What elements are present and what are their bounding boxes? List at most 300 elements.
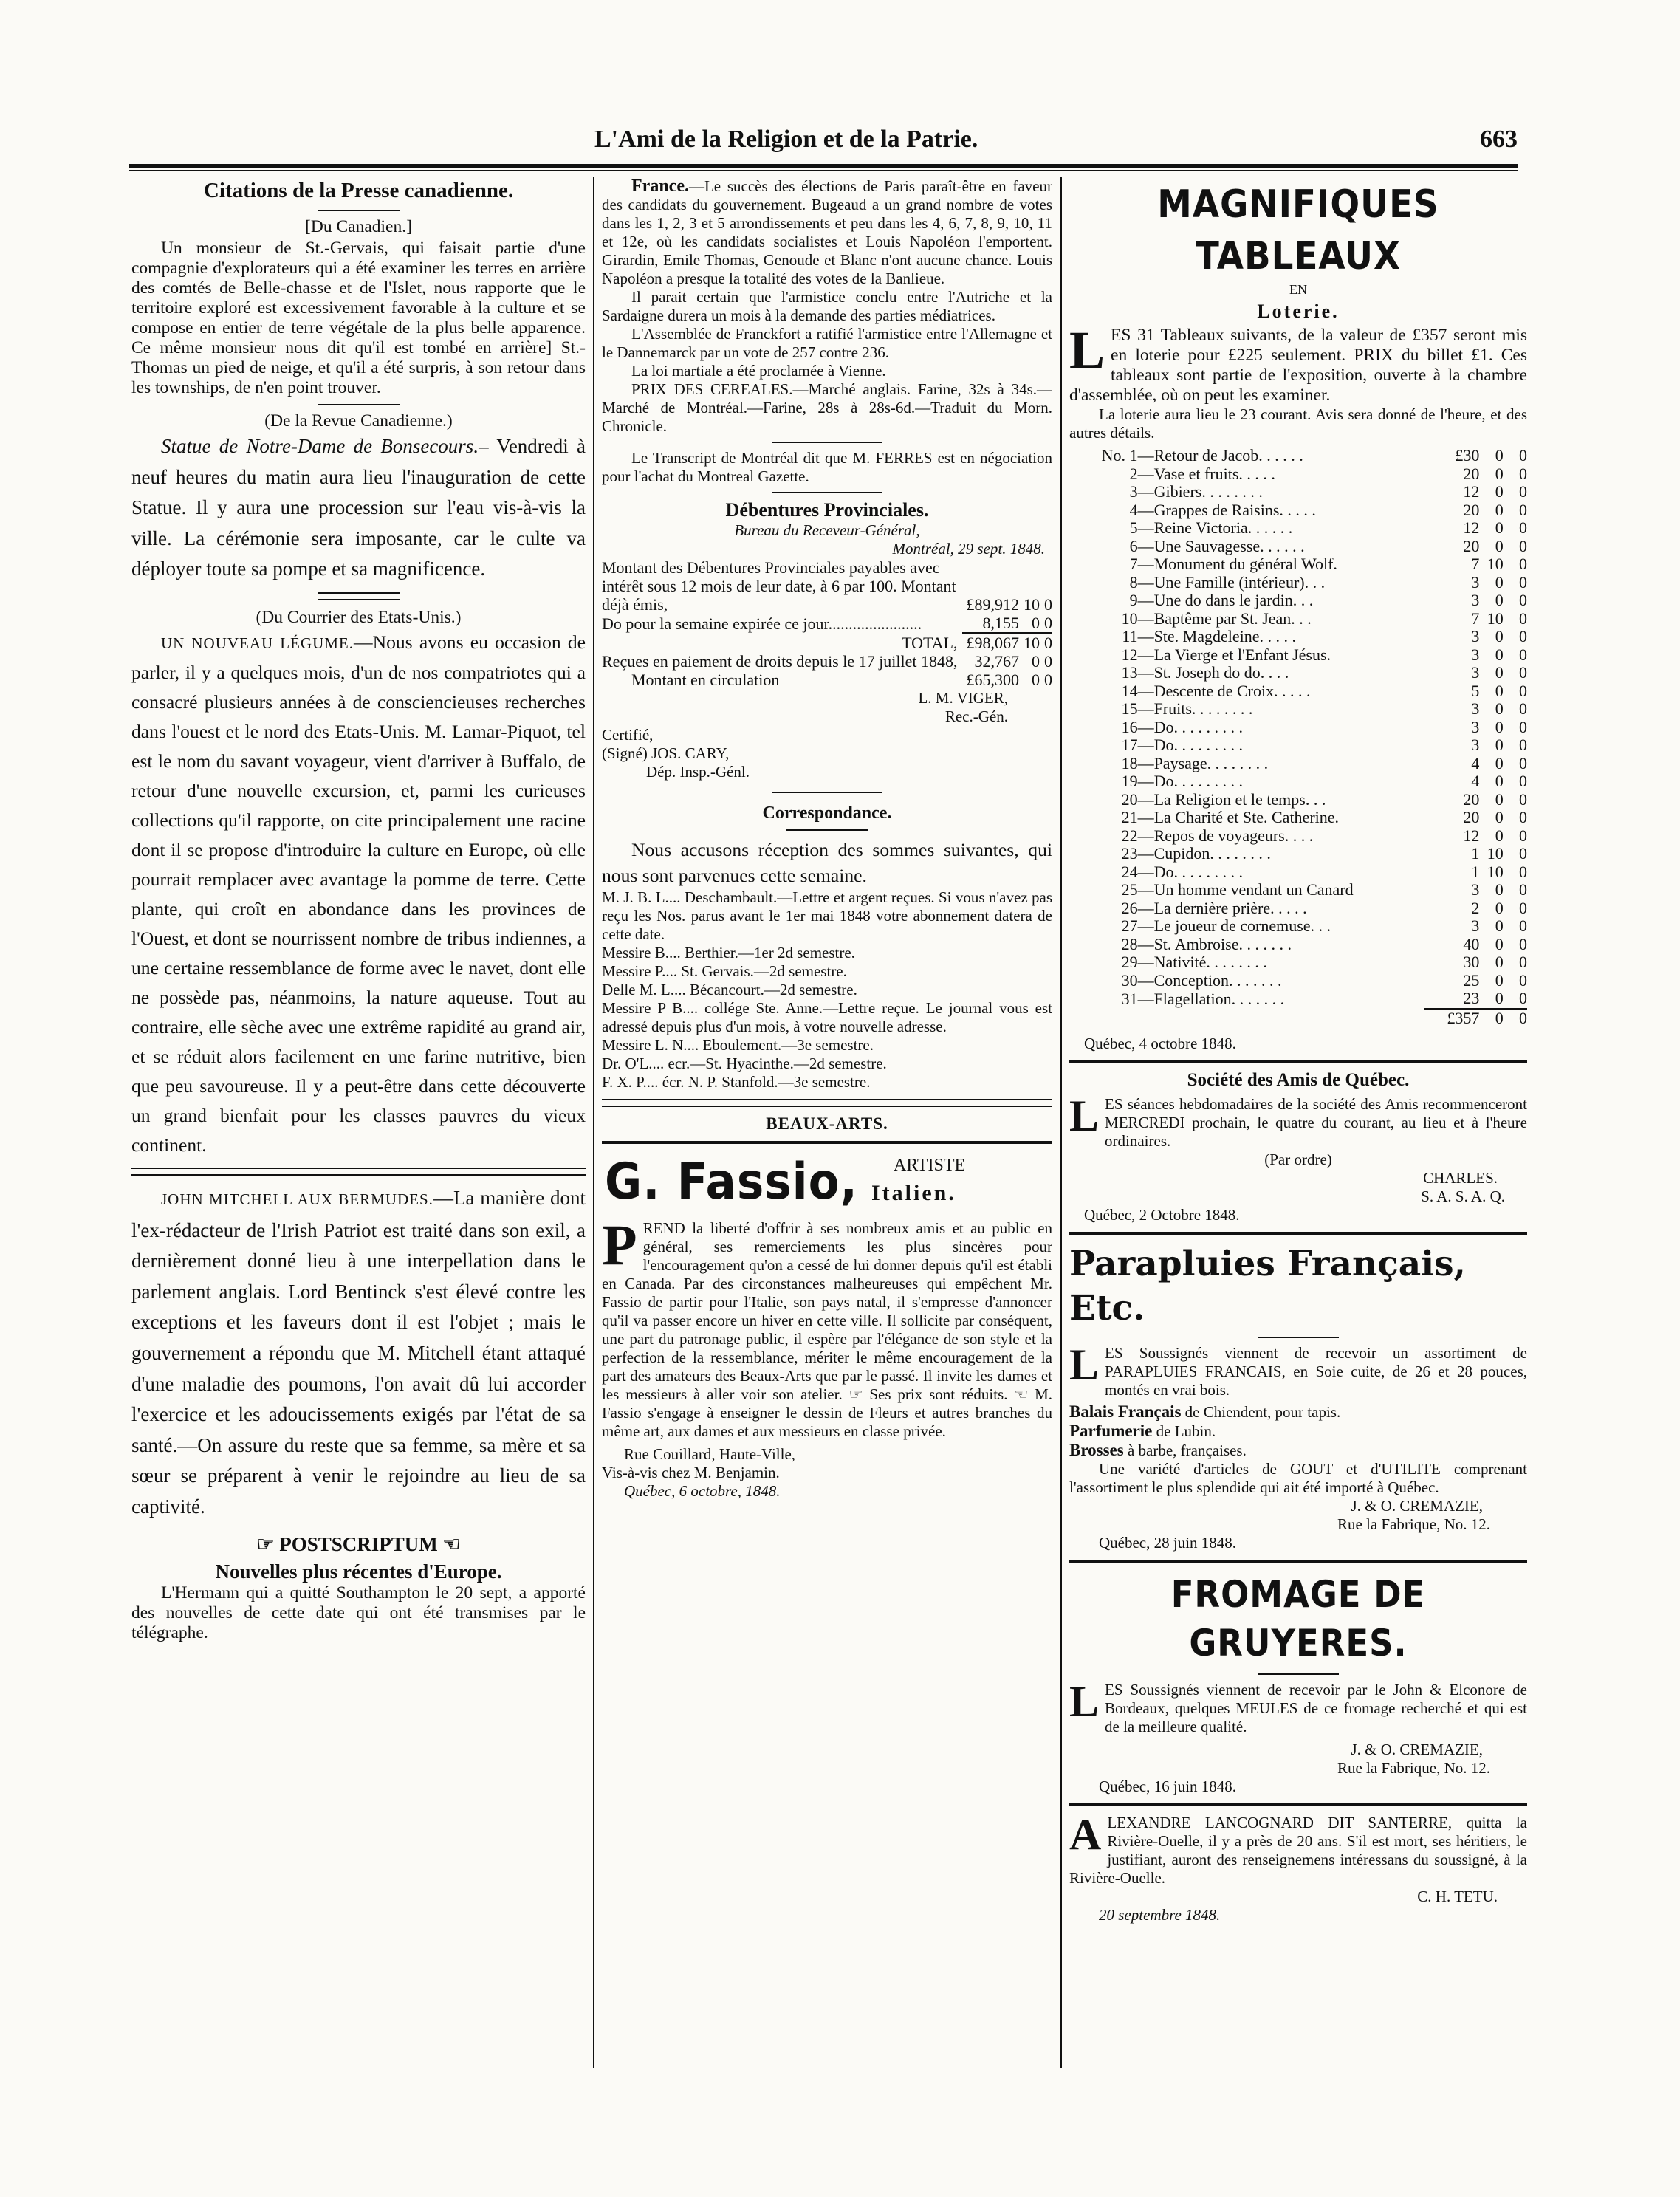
source-label: (Du Courrier des Etats-Unis.) — [256, 607, 462, 627]
lottery-row-pounds: 1 — [1471, 862, 1480, 881]
lottery-row-number: 18 — [1121, 753, 1138, 772]
debentures-row-pence: 0 — [1044, 595, 1052, 614]
lottery-row-pounds: 20 — [1463, 808, 1480, 826]
statue-title: Statue de Notre-Dame de Bonsecours. — [161, 435, 479, 457]
lottery-row-title: —Do. . . . . . . . . — [1137, 862, 1243, 881]
lottery-row-number: 29 — [1121, 953, 1138, 971]
france-paragraph — [602, 177, 1052, 288]
debentures-row-pence: 0 — [1044, 671, 1052, 689]
parapluies-address: Rue la Fabrique, No. 12. — [1337, 1515, 1490, 1533]
lottery-row-pounds: 1 — [1471, 844, 1480, 863]
lottery-row-number: 23 — [1121, 844, 1138, 863]
debentures-row-label: TOTAL, — [902, 633, 958, 652]
lottery-row-pounds: 3 — [1471, 880, 1480, 899]
lottery-row-title: —Une do dans le jardin. . . — [1137, 591, 1314, 609]
lottery-row-title: —Fruits. . . . . . . . — [1137, 699, 1253, 718]
fassio-title-block — [602, 1151, 1052, 1219]
france-lead: France. — [631, 177, 689, 196]
debentures-table — [602, 558, 1052, 689]
divider — [131, 1168, 586, 1176]
lottery-row-pence: 0 — [1519, 645, 1527, 664]
lottery-row-pence: 0 — [1519, 500, 1527, 519]
lottery-total-row — [1069, 1009, 1527, 1028]
fassio-text: REND la liberté d'offrir à ses nombreux amis et au public en général, ses remerciements les plus sincères pour l'encouragement qu'on a cessé de lui donner depuis qu'il est établi en Canada. Par des circonstances malheureuses qui empêchent Mr. Fassio de partir pour l'Italie, son pays natal, il s'empresse d'annoncer qu'il va passer encore un hiver en cette ville. Il sollicite par conséquent, une part du patronage public, il espère par l'élégance de son style et la perfection de la ressemblance, mériter le même encouragement de la part des amateurs des Beaux-Arts que par le passé. Il invite les dames et les messieurs à aller voir son atelier. ☞ Ses prix sont réduits. ☜ M. Fassio s'engage à enseigner le dessin de Fleurs et autres branches du même art, aux dames et aux messieurs en classe privée. — [602, 1219, 1052, 1440]
lottery-row-pence: 0 — [1519, 934, 1527, 953]
fassio-artiste: ARTISTE — [894, 1156, 966, 1175]
lottery-row-title: —Do. . . . . . . . . — [1137, 717, 1243, 736]
lottery-row — [1069, 772, 1527, 791]
lottery-row-shillings: 0 — [1495, 663, 1504, 682]
lottery-row-title: —Repos de voyageurs. . . . — [1137, 826, 1314, 845]
legume-lead: UN NOUVEAU LÉGUME. — [161, 634, 354, 652]
lottery-row-number: 7 — [1129, 555, 1138, 573]
correspondance-list — [602, 888, 1052, 1091]
mitchell-paragraph — [131, 1183, 586, 1523]
lottery-row-pence: 0 — [1519, 844, 1527, 863]
societe-heading: Société des Amis de Québec. — [1187, 1070, 1410, 1090]
lottery-total-shillings: 0 — [1479, 1009, 1503, 1028]
lottery-row-shillings: 0 — [1495, 518, 1504, 537]
fassio-paragraph — [602, 1213, 1052, 1441]
lottery-row-number: 15 — [1121, 699, 1138, 718]
lottery-row-pounds: 5 — [1471, 681, 1480, 700]
lottery-row-pounds: 20 — [1463, 536, 1480, 555]
parapluies-signer: J. & O. CREMAZIE, — [1351, 1497, 1483, 1515]
column-3 — [1069, 177, 1527, 2071]
debentures-row — [602, 558, 1052, 614]
lottery-row-pounds: 3 — [1471, 572, 1480, 592]
lottery-row-shillings: 0 — [1495, 699, 1504, 718]
lottery-row-title: —Do. . . . . . . . . — [1137, 736, 1243, 754]
lottery-row-pence: 0 — [1519, 663, 1527, 682]
lottery-row — [1069, 791, 1527, 809]
lottery-row — [1069, 465, 1527, 484]
lottery-row-pence: 0 — [1519, 953, 1527, 971]
divider — [1258, 1673, 1339, 1675]
societe-date: Québec, 2 Octobre 1848. — [1084, 1206, 1240, 1224]
lottery-row-shillings: 0 — [1495, 572, 1504, 592]
lottery-row-shillings: 10 — [1487, 862, 1504, 881]
lottery-row-title: —Gibiers. . . . . . . . — [1137, 482, 1263, 501]
lottery-row-shillings: 0 — [1495, 934, 1504, 953]
lottery-row-shillings: 0 — [1495, 753, 1504, 772]
debentures-certified: Certifié, — [602, 726, 654, 744]
lottery-row-number: 20 — [1121, 789, 1138, 809]
lottery-row-pence: 0 — [1519, 627, 1527, 645]
lottery-row-pence: 0 — [1519, 482, 1527, 501]
lottery-row-pence: 0 — [1519, 916, 1527, 935]
page-number: 663 — [1480, 126, 1518, 153]
lottery-row-pence: 0 — [1519, 518, 1527, 537]
lottery-row-title: —La Charité et Ste. Catherine. — [1137, 808, 1340, 826]
divider — [602, 1099, 1052, 1107]
lottery-row-shillings: 10 — [1487, 609, 1504, 628]
debentures-row-shillings: 0 — [1032, 671, 1040, 689]
debentures-row-pence: 0 — [1040, 633, 1052, 652]
tableaux-en: EN — [1289, 282, 1307, 297]
alexandre-date: 20 septembre 1848. — [1099, 1906, 1221, 1924]
lottery-row-title: —Do. . . . . . . . . — [1137, 772, 1243, 790]
parapluies-balais — [1069, 1402, 1527, 1422]
lottery-row-number: 11 — [1122, 627, 1138, 645]
divider — [772, 792, 882, 793]
debentures-row-amount: £65,300 — [966, 671, 1019, 689]
parfumerie-lead: Parfumerie — [1069, 1422, 1153, 1440]
page-header — [129, 124, 1518, 161]
lottery-row — [1069, 682, 1527, 701]
news-paragraph: L'Hermann qui a quitté Southampton le 20 sept, a apporté des nouvelles de cette date qui ont été transmises par le télégraphe. — [131, 1583, 586, 1642]
lottery-row-title: —Retour de Jacob. . . . . . — [1137, 446, 1303, 465]
lottery-row-pounds: 12 — [1463, 482, 1480, 501]
lottery-row-title: —Ste. Magdeleine. . . . . — [1137, 627, 1297, 645]
alexandre-drop-cap: A — [1069, 1810, 1102, 1859]
parapluies-text: ES Soussignés viennent de recevoir un assortiment de PARAPLUIES FRANCAIS, en Soie cuite, de 26 et 28 pouces, montés en vrai bois. — [1105, 1344, 1527, 1399]
debentures-row-label: Montant en circulation — [631, 671, 780, 689]
citations-heading: Citations de la Presse canadienne. — [203, 179, 514, 202]
lottery-row-title: —Nativité. . . . . . . . — [1137, 953, 1267, 971]
lottery-row — [1069, 827, 1527, 846]
fassio-italien: Italien. — [871, 1181, 956, 1205]
lottery-row-title: —Baptême par St. Jean. . . — [1137, 609, 1312, 628]
lottery-row-pounds: 4 — [1471, 772, 1480, 790]
lottery-row-pence: 0 — [1519, 536, 1527, 555]
lottery-row — [1069, 610, 1527, 628]
cereales-paragraph: PRIX DES CEREALES.—Marché anglais. Farine, 32s à 34s.—Marché de Montréal.—Farine, 28s à 28s-6d.—Traduit du Morn. Chronicle. — [602, 380, 1052, 435]
lottery-row-pounds: 12 — [1463, 518, 1480, 537]
lottery-row — [1069, 936, 1527, 954]
correspondance-item: Messire P B.... collége Ste. Anne.—Lettre reçue. Le journal vous est adressé depuis plus d'un mois, à votre nouvelle adresse. — [602, 999, 1052, 1035]
lottery-row-title: —La Vierge et l'Enfant Jésus. — [1137, 645, 1331, 664]
divider — [772, 442, 882, 443]
alexandre-text: LEXANDRE LANCOGNARD DIT SANTERRE, quitta la Rivière-Ouelle, il y a près de 20 ans. S'il est mort, ses héritiers, le justifiant, auront des renseignemens intéressans du soussigné, à la Rivière-Ouelle. — [1069, 1814, 1527, 1887]
societe-paragraph — [1069, 1091, 1527, 1151]
lottery-row-pence: 0 — [1519, 717, 1527, 736]
lottery-row-shillings: 0 — [1495, 627, 1504, 645]
lottery-row — [1069, 483, 1527, 501]
lottery-row-pounds: 20 — [1463, 464, 1480, 483]
parfumerie-text: de Lubin. — [1152, 1422, 1216, 1440]
news-heading: Nouvelles plus récentes d'Europe. — [215, 1560, 502, 1583]
lottery-row-pounds: 3 — [1471, 736, 1480, 754]
lottery-row-number: No. 1 — [1101, 446, 1138, 465]
lottery-row-shillings: 10 — [1487, 844, 1504, 863]
lottery-row-shillings: 0 — [1495, 446, 1504, 465]
lottery-row-number: 16 — [1121, 717, 1138, 736]
lottery-row-shillings: 0 — [1495, 970, 1504, 990]
parapluies-parfumerie — [1069, 1422, 1527, 1441]
debentures-row-pence: 0 — [1044, 652, 1052, 671]
lottery-row-pence: 0 — [1519, 772, 1527, 790]
lottery-row-shillings: 0 — [1495, 898, 1504, 917]
lottery-row-pence: 0 — [1519, 898, 1527, 917]
correspondance-item: M. J. B. L.... Deschambault.—Lettre et argent reçues. Si vous n'avez pas reçu les Nos. parus avant le 1er mai 1848 votre abonnement datera de cette date. — [602, 888, 1052, 943]
lottery-row-pence: 0 — [1519, 681, 1527, 700]
lottery-row-shillings: 0 — [1495, 989, 1504, 1007]
lottery-row-title: —St. Joseph do do. . . . — [1137, 663, 1289, 682]
lottery-row — [1069, 555, 1527, 574]
lottery-row-number: 4 — [1129, 500, 1138, 519]
divider — [318, 404, 400, 405]
lottery-row-pounds: 40 — [1463, 934, 1480, 953]
societe-text: ES séances hebdomadaires de la société des Amis recommenceront MERCREDI prochain, le quatre du courant, au lieu et à l'heure ordinaires. — [1105, 1095, 1527, 1150]
lottery-row-shillings: 0 — [1495, 536, 1504, 555]
lottery-row — [1069, 863, 1527, 882]
debentures-signer: L. M. VIGER, — [918, 689, 1008, 707]
column-divider-2 — [1060, 177, 1062, 2068]
lottery-row-number: 28 — [1121, 934, 1138, 953]
lottery-row-shillings: 0 — [1495, 736, 1504, 754]
debentures-row — [602, 614, 1052, 633]
lottery-row-pounds: 20 — [1463, 789, 1480, 809]
correspondance-item: Messire B.... Berthier.—1er 2d semestre. — [602, 944, 855, 962]
citation-paragraph: Un monsieur de St.-Gervais, qui faisait partie d'une compagnie d'explorateurs qui a été examiner les terres en arrière des comtés de Belle-chasse et de l'Islet, nous rapporte que le territoire exploré est excessivement favorable à la culture et se compose en entier de terre végétale de la plus belle apparence. Ce même monsieur nous dit qu'il est tombé en arrière] St.-Thomas un pied de neige, et qu'il a été surpris, à son retour dans les townships, de n'en point trouver. — [131, 239, 586, 397]
lottery-row-number: 24 — [1121, 862, 1138, 881]
lottery-row-pounds: 3 — [1471, 916, 1480, 935]
lottery-row-shillings: 10 — [1487, 555, 1504, 573]
lottery-row — [1069, 881, 1527, 899]
tableaux-paragraph — [1069, 321, 1527, 405]
lottery-total-pounds: £357 — [1424, 1009, 1479, 1028]
lottery-row-pence: 0 — [1519, 880, 1527, 899]
divider — [1258, 1337, 1339, 1338]
column-1 — [131, 177, 586, 2071]
lottery-row — [1069, 719, 1527, 737]
fromage-paragraph — [1069, 1677, 1527, 1736]
debentures-row — [602, 671, 1052, 689]
debentures-row-shillings: 0 — [1032, 652, 1040, 671]
lottery-row-pence: 0 — [1519, 989, 1527, 1007]
lottery-row — [1069, 972, 1527, 990]
fassio-address-1: Rue Couillard, Haute-Ville, — [624, 1445, 796, 1463]
lottery-row-number: 17 — [1121, 736, 1138, 754]
lottery-row-pence: 0 — [1519, 753, 1527, 772]
lottery-row — [1069, 664, 1527, 682]
lottery-row-number: 5 — [1129, 518, 1138, 537]
correspondance-heading: Correspondance. — [762, 803, 892, 823]
lottery-row-title: —Monument du général Wolf. — [1137, 555, 1337, 573]
column-divider-1 — [593, 177, 594, 2068]
fromage-drop-cap: L — [1069, 1677, 1100, 1726]
fromage-heading: FROMAGE DE GRUYERES. — [1170, 1573, 1426, 1665]
lottery-row-pounds: 20 — [1463, 500, 1480, 519]
fromage-text: ES Soussignés viennent de recevoir par le John & Elconore de Bordeaux, quelques MEULES de ce fromage recherché et qui est de la meilleure qualité. — [1105, 1681, 1527, 1735]
lottery-row-pounds: 7 — [1471, 609, 1480, 628]
lottery-table — [1069, 447, 1527, 1027]
lottery-row — [1069, 501, 1527, 520]
lottery-row-shillings: 0 — [1495, 826, 1504, 845]
lottery-row — [1069, 592, 1527, 610]
source-label: (De la Revue Canadienne.) — [264, 411, 453, 431]
lottery-row-shillings: 0 — [1495, 789, 1504, 809]
lottery-row — [1069, 917, 1527, 936]
lottery-row-pence: 0 — [1519, 808, 1527, 826]
lottery-row-title: —Vase et fruits. . . . . — [1137, 464, 1275, 483]
lottery-row-shillings: 0 — [1495, 681, 1504, 700]
parapluies-brosses — [1069, 1441, 1527, 1460]
lottery-row-pounds: 3 — [1471, 591, 1480, 609]
fassio-address-2: Vis-à-vis chez M. Benjamin. — [602, 1464, 780, 1481]
beaux-arts-heading: BEAUX-ARTS. — [766, 1114, 888, 1133]
divider — [318, 592, 400, 600]
lottery-row-shillings: 0 — [1495, 953, 1504, 971]
correspondance-item: F. X. P.... écr. N. P. Stanfold.—3e semestre. — [602, 1073, 871, 1091]
parapluies-variete: Une variété d'articles de GOUT et d'UTILITE comprenant l'assortiment le plus splendide qui ait été importé à Québec. — [1069, 1460, 1527, 1496]
lottery-row-pence: 0 — [1519, 699, 1527, 718]
source-label: [Du Canadien.] — [305, 217, 412, 236]
debentures-row-amount: 8,155 — [982, 614, 1019, 632]
lottery-row-pounds: 23 — [1463, 989, 1480, 1007]
balais-text: de Chiendent, pour tapis. — [1181, 1403, 1341, 1421]
correspondance-intro: Nous accusons réception des sommes suivantes, qui nous sont parvenues cette semaine. — [602, 839, 1052, 886]
correspondance-item: Dr. O'L.... ecr.—St. Hyacinthe.—2d semestre. — [602, 1055, 887, 1072]
lottery-row-pounds: 7 — [1471, 555, 1480, 573]
lottery-row-pence: 0 — [1519, 591, 1527, 609]
fassio-date: Québec, 6 octobre, 1848. — [624, 1482, 781, 1500]
societe-signer: CHARLES. — [1423, 1169, 1498, 1187]
lottery-total-pence: 0 — [1504, 1009, 1527, 1028]
lottery-row-title: —Un homme vendant un Canard — [1137, 880, 1354, 899]
lottery-row — [1069, 574, 1527, 592]
debentures-row — [602, 652, 1052, 671]
lottery-row-pence: 0 — [1519, 609, 1527, 628]
lottery-row-title: —Une Famille (intérieur). . . — [1137, 572, 1326, 592]
lottery-row-title: —Cupidon. . . . . . . . — [1137, 844, 1271, 863]
lottery-row-pence: 0 — [1519, 464, 1527, 483]
lottery-row-pounds: 12 — [1463, 826, 1480, 845]
debentures-date: Montréal, 29 sept. 1848. — [892, 540, 1045, 558]
brosses-text: à barbe, françaises. — [1123, 1442, 1247, 1459]
lottery-row-number: 12 — [1121, 645, 1138, 664]
divider — [1069, 1232, 1527, 1235]
fromage-address: Rue la Fabrique, No. 12. — [1337, 1759, 1490, 1777]
statue-paragraph — [131, 431, 586, 585]
lottery-row — [1069, 755, 1527, 773]
lottery-row-shillings: 0 — [1495, 645, 1504, 664]
debentures-certified-title: Dép. Insp.-Génl. — [646, 763, 750, 781]
lottery-row-number: 27 — [1121, 916, 1138, 935]
parapluies-date: Québec, 28 juin 1848. — [1099, 1534, 1237, 1552]
lottery-row-number: 3 — [1129, 482, 1138, 501]
armistice-paragraph: Il parait certain que l'armistice conclu entre l'Autriche et la Sardaigne durera un mois à la demande des parties médiatrices. — [602, 288, 1052, 324]
divider — [772, 492, 882, 493]
debentures-row — [602, 633, 1052, 652]
lottery-row — [1069, 845, 1527, 863]
martiale-paragraph: La loi martiale a été proclamée à Vienne. — [631, 362, 886, 380]
tableaux-paragraph-2: La loterie aura lieu le 23 courant. Avis sera donné de l'heure, et des autres détails. — [1069, 405, 1527, 442]
lottery-row-pounds: 30 — [1463, 953, 1480, 971]
lottery-row-number: 13 — [1121, 663, 1138, 682]
lottery-row-shillings: 0 — [1495, 717, 1504, 736]
lottery-row-shillings: 0 — [1495, 772, 1504, 790]
lottery-row-pounds: 3 — [1471, 663, 1480, 682]
lottery-row-number: 14 — [1121, 681, 1138, 700]
debentures-certified-by: (Signé) JOS. CARY, — [602, 744, 730, 762]
lottery-row — [1069, 519, 1527, 538]
lottery-row-pence: 0 — [1519, 826, 1527, 845]
lottery-row-pence: 0 — [1519, 446, 1527, 465]
divider — [1069, 1560, 1527, 1563]
lottery-row-number: 19 — [1121, 772, 1138, 790]
correspondance-item: Delle M. L.... Bécancourt.—2d semestre. — [602, 981, 857, 998]
lottery-row — [1069, 953, 1527, 972]
statue-text: – Vendredi à neuf heures du matin aura lieu l'inauguration de cette Statue. Il y aura une procession sur l'eau vis-à-vis la ville. La cérémonie sera imposante, car le culte va déployer toute sa pompe et sa magnificence. — [131, 435, 586, 580]
lottery-row-pence: 0 — [1519, 555, 1527, 573]
divider — [1069, 1803, 1527, 1806]
divider — [1069, 1060, 1527, 1063]
divider — [786, 829, 868, 831]
lottery-row-shillings: 0 — [1495, 482, 1504, 501]
tableaux-text: ES 31 Tableaux suivants, de la valeur de £357 seront mis en loterie pour £225 seulement. PRIX du billet £1. Ces tableaux sont partie de l'exposition, ouverte à la chambre d'assemblée, où on peut les examiner. — [1069, 326, 1527, 405]
correspondance-item: Messire P.... St. Gervais.—2d semestre. — [602, 962, 847, 980]
divider — [602, 1141, 1052, 1144]
lottery-row-title: —Le joueur de cornemuse. . . — [1137, 916, 1331, 935]
debentures-row-label: Montant des Débentures Provinciales payables avec intérêt sous 12 mois de leur date, à 6 par 100. Montant déjà émis, — [602, 558, 956, 614]
tableaux-heading: MAGNIFIQUES TABLEAUX — [1157, 182, 1439, 278]
divider — [318, 210, 400, 211]
lottery-row-number: 21 — [1121, 808, 1138, 826]
lottery-row-title: —Descente de Croix. . . . . — [1137, 681, 1311, 700]
lottery-row — [1069, 447, 1527, 465]
lottery-row-pence: 0 — [1519, 736, 1527, 754]
lottery-row-title: —La Religion et le temps. . . — [1137, 789, 1326, 809]
debentures-row-amount: £89,912 — [966, 595, 1019, 614]
societe-order: (Par ordre) — [1264, 1151, 1332, 1168]
lottery-row-number: 30 — [1121, 970, 1138, 990]
debentures-signer-title: Rec.-Gén. — [944, 707, 1008, 725]
lottery-row-pounds: 4 — [1471, 753, 1480, 772]
debentures-row-pence: 0 — [1044, 614, 1052, 632]
debentures-heading: Débentures Provinciales. — [725, 499, 929, 521]
assemblee-paragraph: L'Assemblée de Franckfort a ratifié l'armistice entre l'Allemagne et le Dannemarck par un vote de 257 contre 236. — [602, 325, 1052, 361]
lottery-row-shillings: 0 — [1495, 880, 1504, 899]
debentures-row-label: Do pour la semaine expirée ce jour....................... — [602, 614, 922, 633]
lottery-row-number: 22 — [1121, 826, 1138, 845]
lottery-row-number: 25 — [1121, 880, 1138, 899]
debentures-row-amount: £98,067 — [962, 633, 1020, 652]
alexandre-paragraph — [1069, 1810, 1527, 1888]
lottery-row-pounds: 3 — [1471, 699, 1480, 718]
france-text: —Le succès des élections de Paris paraît-être en faveur des candidats du gouvernement. Bugeaud a un grand nombre de votes dans les 1, 2, 3 et 5 arrondissements et peu dans les 4, 6, 7, 8, 9, 10, 11 et 12e, où les candidats socialistes et Louis Napoléon l'emportent. Girardin, Emile Thomas, Genoude et Blanc n'ont aucune chance. Louis Napoléon a presque la totalité des votes de la Banlieue. — [602, 177, 1052, 287]
fromage-signer: J. & O. CREMAZIE, — [1351, 1741, 1483, 1758]
lottery-row — [1069, 990, 1527, 1009]
tableaux-drop-cap: L — [1069, 321, 1105, 380]
lottery-row — [1069, 646, 1527, 665]
legume-text: —Nous avons eu occasion de parler, il y a quelques mois, d'un de nos compatriotes qui a consacré plusieurs années à de consciencieuses recherches dans l'ouest et le nord des Etats-Unis. M. Lamar-Piquot, tel est le nom du savant voyageur, vient d'arriver à Buffalo, de retour d'une nouvelle excursion, et, parmi les curieuses collections qu'il rapporte, on cite principalement une racine dont il se propose d'introduire la culture en Europe, où elle pourrait remplacer avec avantage la pomme de terre. Cette plante, qui croît en abondance dans les provinces de l'Ouest, et dont se nourrissent nombre de tribus indiennes, a une certaine ressemblance de forme avec le navet, dont elle ne possède pas, néanmoins, la nature aqueuse. Tout au contraire, elle sèche avec une extrême rapidité au grand air, et se réduit alors facilement en une farine nutritive, bien que peu savoureuse. Il y a peut-être dans cette découverte un grand bienfait pour les classes pauvres du vieux continent. — [131, 631, 586, 1156]
lottery-row-shillings: 0 — [1495, 500, 1504, 519]
parapluies-drop-cap: L — [1069, 1340, 1100, 1389]
debentures-bureau: Bureau du Receveur-Général, — [734, 521, 920, 539]
lottery-row-title: —La dernière prière. . . . . — [1137, 898, 1307, 917]
lottery-row-title: —Paysage. . . . . . . . — [1137, 753, 1269, 772]
lottery-row-number: 26 — [1121, 898, 1138, 917]
lottery-row-title: —Grappes de Raisins. . . . . — [1137, 500, 1316, 519]
lottery-row-shillings: 0 — [1495, 808, 1504, 826]
lottery-row-pounds: 25 — [1463, 970, 1480, 990]
lottery-row-pence: 0 — [1519, 789, 1527, 809]
lottery-row-title: —Flagellation. . . . . . . — [1137, 989, 1285, 1008]
lottery-row-title: —Reine Victoria. . . . . . — [1137, 518, 1293, 537]
tableaux-loterie: Loterie. — [1257, 301, 1340, 322]
debentures-row-shillings: 0 — [1032, 614, 1040, 632]
brosses-lead: Brosses — [1069, 1441, 1124, 1459]
societe-drop-cap: L — [1069, 1091, 1100, 1140]
header-rule — [129, 164, 1518, 168]
lottery-row — [1069, 628, 1527, 646]
debentures-row-shillings: 10 — [1019, 633, 1040, 652]
lottery-row-pence: 0 — [1519, 862, 1527, 881]
lottery-row-title: —Une Sauvagesse. . . . . . — [1137, 536, 1305, 555]
postscriptum-heading: ☞ POSTSCRIPTUM ☜ — [256, 1532, 461, 1555]
